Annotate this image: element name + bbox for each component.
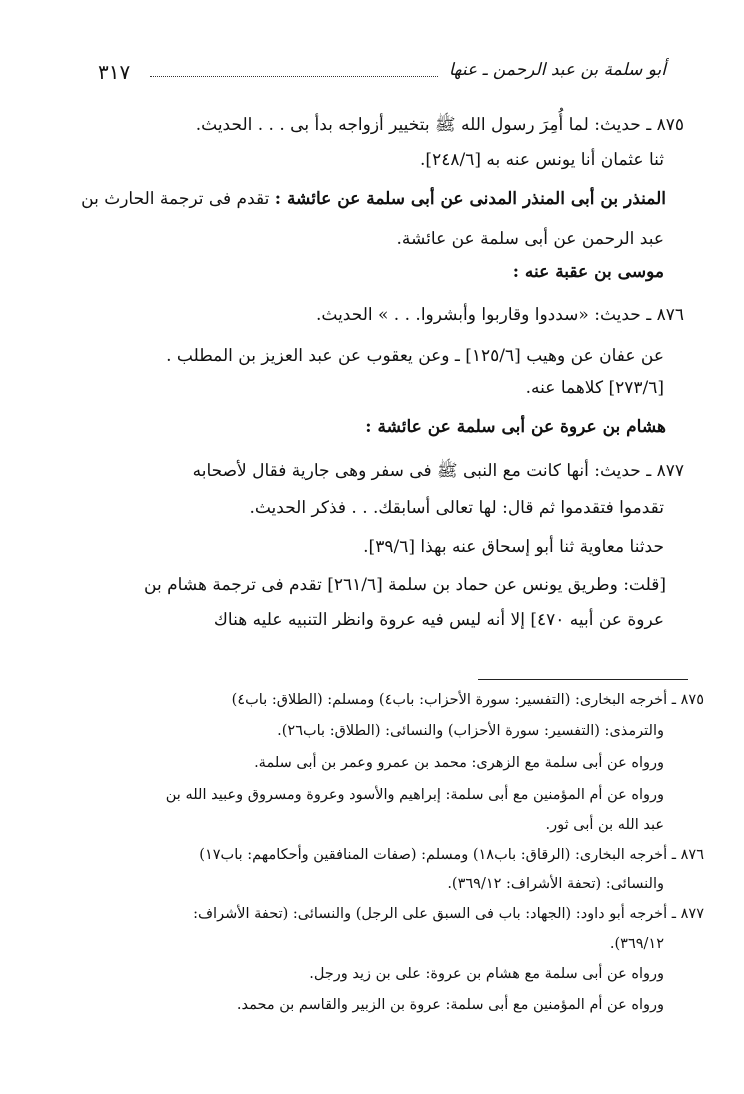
header-divider xyxy=(150,76,438,77)
footnote-separator xyxy=(478,679,688,680)
running-title: أبو سلمة بن عبد الرحمن ـ عنها xyxy=(448,60,666,80)
section-heading-hisham: هشام بن عروة عن أبى سلمة عن عائشة : xyxy=(365,417,666,437)
footnote-875-line4: ورواه عن أم المؤمنين مع أبى سلمة: إبراهيم والأسود وعروة ومسروق وعبيد الله بن xyxy=(165,787,664,803)
section-heading-musa: موسى بن عقبة عنه : xyxy=(512,262,664,282)
page-number: ٣١٧ xyxy=(98,60,131,84)
section-munthir-note: تقدم فى ترجمة الحارث بن xyxy=(81,189,275,209)
section-munthir-line xyxy=(81,184,666,214)
footnote-876: ٨٧٦ ـ أخرجه البخارى: (الرقاق: باب١٨) ومسلم: (صفات المنافقين وأحكامهم: باب١٧) xyxy=(199,847,704,863)
hadith-877-chain: حدثنا معاوية ثنا أبو إسحاق عنه بهذا [٣٩/٦]. xyxy=(363,537,664,557)
hadith-876-chain-end: [٢٧٣/٦] كلاهما عنه. xyxy=(525,378,664,398)
hadith-875-text: ٨٧٥ ـ حديث: لما أُمِرَ رسول الله ﷺ بتخيير أزواجه بدأ بى . . . الحديث. xyxy=(195,115,684,135)
editor-note: [قلت: وطريق يونس عن حماد بن سلمة [٢٦١/٦] تقدم فى ترجمة هشام بن xyxy=(144,575,666,595)
hadith-877-continuation: تقدموا فتقدموا ثم قال: لها تعالى أسابقك. . . فذكر الحديث. xyxy=(249,498,664,518)
editor-note-continuation: عروة عن أبيه ٤٧٠] إلا أنه ليس فيه عروة وانظر التنبيه عليه هناك xyxy=(213,610,664,630)
footnote-877: ٨٧٧ ـ أخرجه أبو داود: (الجهاد: باب فى السبق على الرجل) والنسائى: (تحفة الأشراف: xyxy=(193,906,704,922)
footnote-877-line4: ورواه عن أم المؤمنين مع أبى سلمة: عروة بن الزبير والقاسم بن محمد. xyxy=(236,997,664,1013)
section-munthir-continuation: عبد الرحمن عن أبى سلمة عن عائشة. xyxy=(396,229,664,249)
footnote-875: ٨٧٥ ـ أخرجه البخارى: (التفسير: سورة الأحزاب: باب٤) ومسلم: (الطلاق: باب٤) xyxy=(231,692,704,708)
footnote-875-line5: عبد الله بن أبى ثور. xyxy=(545,817,664,833)
footnote-875-line3: ورواه عن أبى سلمة مع الزهرى: محمد بن عمرو وعمر بن أبى سلمة. xyxy=(254,755,664,771)
hadith-875-chain: ثنا عثمان أنا يونس عنه به [٢٤٨/٦]. xyxy=(420,150,664,170)
section-heading-munthir: المنذر بن أبى المنذر المدنى عن أبى سلمة عن عائشة : xyxy=(274,189,666,209)
footnote-877-line2: ٣٦٩/١٢). xyxy=(609,936,664,952)
footnote-875-line2: والترمذى: (التفسير: سورة الأحزاب) والنسائى: (الطلاق: باب٢٦). xyxy=(277,723,664,739)
hadith-876-text: ٨٧٦ ـ حديث: «سددوا وقاربوا وأبشروا. . . » الحديث. xyxy=(315,305,684,325)
footnote-877-line3: ورواه عن أبى سلمة مع هشام بن عروة: على بن زيد ورجل. xyxy=(309,966,664,982)
footnote-876-line2: والنسائى: (تحفة الأشراف: ٣٦٩/١٢). xyxy=(447,876,664,892)
hadith-877-text: ٨٧٧ ـ حديث: أنها كانت مع النبى ﷺ فى سفر وهى جارية فقال لأصحابه xyxy=(192,461,684,481)
hadith-876-chain: عن عفان عن وهيب [١٢٥/٦] ـ وعن يعقوب عن عبد العزيز بن المطلب . xyxy=(166,346,664,366)
